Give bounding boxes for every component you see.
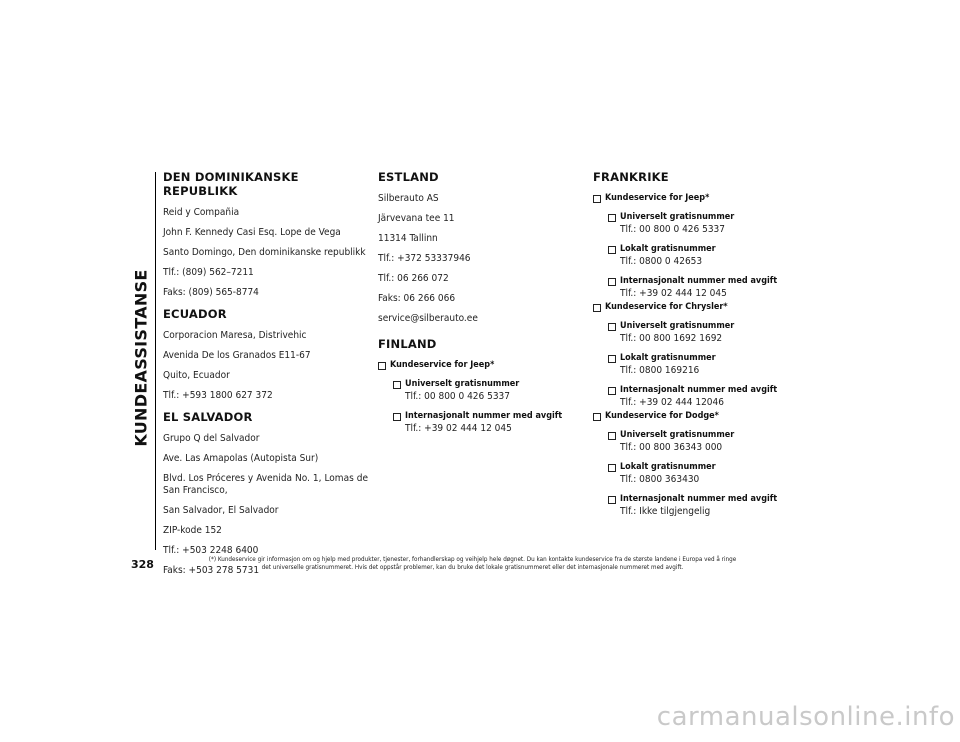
bullet-label: Internasjonalt nummer med avgift bbox=[620, 385, 778, 395]
bullet-label: Lokalt gratisnummer bbox=[620, 462, 716, 472]
text-line: Ave. Las Amapolas (Autopista Sur) bbox=[163, 453, 319, 464]
column-3 bbox=[593, 170, 793, 526]
checkbox-bullet-icon bbox=[378, 362, 386, 370]
checkbox-bullet-icon bbox=[608, 246, 616, 254]
phone-value: Tlf.: 00 800 36343 000 bbox=[620, 442, 723, 453]
footnote-line: (*) Kundeservice gir informasjon om og hjelp med produkter, tjenester, forhandlerskap og veihjelp hele døgnet. Du kan kontakte kundeservice fra de største landene i Europa ved å ringe bbox=[208, 556, 737, 563]
checkbox-bullet-icon bbox=[593, 413, 601, 421]
bullet-label: Internasjonalt nummer med avgift bbox=[620, 276, 778, 286]
footnote bbox=[175, 556, 770, 572]
text-line: Tlf.: 06 266 072 bbox=[378, 273, 449, 284]
text-line: Blvd. Los Próceres y Avenida No. 1, Lomas de San Francisco, bbox=[163, 473, 368, 496]
text-line: Tlf.: (809) 562–7211 bbox=[163, 267, 254, 278]
checkbox-bullet-icon bbox=[608, 323, 616, 331]
side-tab bbox=[127, 168, 155, 548]
bullet-label: Universelt gratisnummer bbox=[405, 379, 520, 389]
phone-value: Tlf.: 0800 363430 bbox=[620, 474, 700, 485]
page-number: 328 bbox=[131, 558, 154, 571]
text-line: Santo Domingo, Den dominikanske republikk bbox=[163, 247, 366, 258]
bullet-sublist bbox=[608, 430, 793, 518]
bullet-item bbox=[393, 379, 578, 390]
bullet-label: Kundeservice for Jeep* bbox=[390, 360, 495, 370]
bullet-label: Kundeservice for Chrysler* bbox=[605, 302, 728, 312]
bullet-label: Universelt gratisnummer bbox=[620, 212, 735, 222]
text-line: Quito, Ecuador bbox=[163, 370, 230, 381]
phone-value: Tlf.: 00 800 1692 1692 bbox=[620, 333, 723, 344]
text-line: Järvevana tee 11 bbox=[378, 213, 455, 224]
bullet-item bbox=[608, 353, 793, 364]
text-line: Corporacion Maresa, Distrivehic bbox=[163, 330, 307, 341]
footnote-line: det universelle gratisnummeret. Hvis det oppstår problemer, kan du bruke det lokale gratisnummeret eller det internasjonale nummeret med avgift. bbox=[261, 564, 684, 571]
heading-ecuador: ECUADOR bbox=[163, 307, 227, 321]
text-line: Faks: (809) 565-8774 bbox=[163, 287, 259, 298]
checkbox-bullet-icon bbox=[593, 304, 601, 312]
checkbox-bullet-icon bbox=[608, 214, 616, 222]
side-tab-label: KUNDEASSISTANSE bbox=[131, 269, 151, 447]
bullet-group bbox=[593, 411, 793, 422]
bullet-label: Kundeservice for Jeep* bbox=[605, 193, 710, 203]
bullet-sublist bbox=[608, 212, 793, 300]
phone-value: Tlf.: +39 02 444 12046 bbox=[620, 397, 724, 408]
bullet-group bbox=[593, 302, 793, 313]
bullet-label: Kundeservice for Dodge* bbox=[605, 411, 719, 421]
text-line: service@silberauto.ee bbox=[378, 313, 478, 324]
text-line: John F. Kennedy Casi Esq. Lope de Vega bbox=[163, 227, 341, 238]
bullet-item bbox=[608, 385, 793, 396]
text-line: 11314 Tallinn bbox=[378, 233, 438, 244]
bullet-item bbox=[393, 411, 578, 422]
bullet-item bbox=[608, 321, 793, 332]
checkbox-bullet-icon bbox=[608, 278, 616, 286]
text-line: Tlf.: +503 2248 6400 bbox=[163, 545, 259, 556]
text-line: San Salvador, El Salvador bbox=[163, 505, 279, 516]
bullet-label: Internasjonalt nummer med avgift bbox=[405, 411, 563, 421]
phone-value: Tlf.: Ikke tilgjengelig bbox=[620, 506, 711, 517]
text-line: Avenida De los Granados E11-67 bbox=[163, 350, 311, 361]
text-line: Tlf.: +372 53337946 bbox=[378, 253, 471, 264]
heading-dominican-republic: DEN DOMINIKANSKE REPUBLIKK bbox=[163, 170, 299, 198]
phone-value: Tlf.: +39 02 444 12 045 bbox=[405, 423, 512, 434]
phone-value: Tlf.: 0800 0 42653 bbox=[620, 256, 703, 267]
checkbox-bullet-icon bbox=[608, 432, 616, 440]
text-line: ZIP-kode 152 bbox=[163, 525, 222, 536]
text-line: Faks: 06 266 066 bbox=[378, 293, 456, 304]
bullet-item bbox=[608, 430, 793, 441]
bullet-item bbox=[608, 244, 793, 255]
heading-estland: ESTLAND bbox=[378, 170, 439, 184]
bullet-sublist bbox=[608, 321, 793, 409]
checkbox-bullet-icon bbox=[608, 464, 616, 472]
bullet-sublist bbox=[393, 379, 578, 435]
checkbox-bullet-icon bbox=[608, 387, 616, 395]
bullet-item bbox=[608, 462, 793, 473]
phone-value: Tlf.: 0800 169216 bbox=[620, 365, 700, 376]
checkbox-bullet-icon bbox=[393, 413, 401, 421]
text-line: Faks: +503 278 5731 bbox=[163, 565, 260, 576]
bullet-group bbox=[378, 360, 578, 371]
checkbox-bullet-icon bbox=[393, 381, 401, 389]
bullet-label: Lokalt gratisnummer bbox=[620, 244, 716, 254]
text-line: Reid y Compañia bbox=[163, 207, 240, 218]
phone-value: Tlf.: 00 800 0 426 5337 bbox=[405, 391, 510, 402]
bullet-item bbox=[608, 494, 793, 505]
text-line: Tlf.: +593 1800 627 372 bbox=[163, 390, 273, 401]
bullet-group bbox=[593, 193, 793, 204]
heading-el-salvador: EL SALVADOR bbox=[163, 410, 253, 424]
column-2 bbox=[378, 170, 578, 443]
text-line: Grupo Q del Salvador bbox=[163, 433, 260, 444]
checkbox-bullet-icon bbox=[608, 496, 616, 504]
bullet-item bbox=[608, 276, 793, 287]
checkbox-bullet-icon bbox=[593, 195, 601, 203]
heading-frankrike: FRANKRIKE bbox=[593, 170, 669, 184]
watermark: carmanualsonline.info bbox=[656, 702, 955, 732]
heading-finland: FINLAND bbox=[378, 337, 437, 351]
bullet-label: Universelt gratisnummer bbox=[620, 430, 735, 440]
bullet-item bbox=[608, 212, 793, 223]
side-divider bbox=[155, 172, 156, 550]
checkbox-bullet-icon bbox=[608, 355, 616, 363]
bullet-label: Lokalt gratisnummer bbox=[620, 353, 716, 363]
column-1 bbox=[163, 170, 368, 585]
text-line: Silberauto AS bbox=[378, 193, 439, 204]
bullet-label: Internasjonalt nummer med avgift bbox=[620, 494, 778, 504]
phone-value: Tlf.: 00 800 0 426 5337 bbox=[620, 224, 725, 235]
bullet-label: Universelt gratisnummer bbox=[620, 321, 735, 331]
phone-value: Tlf.: +39 02 444 12 045 bbox=[620, 288, 727, 299]
